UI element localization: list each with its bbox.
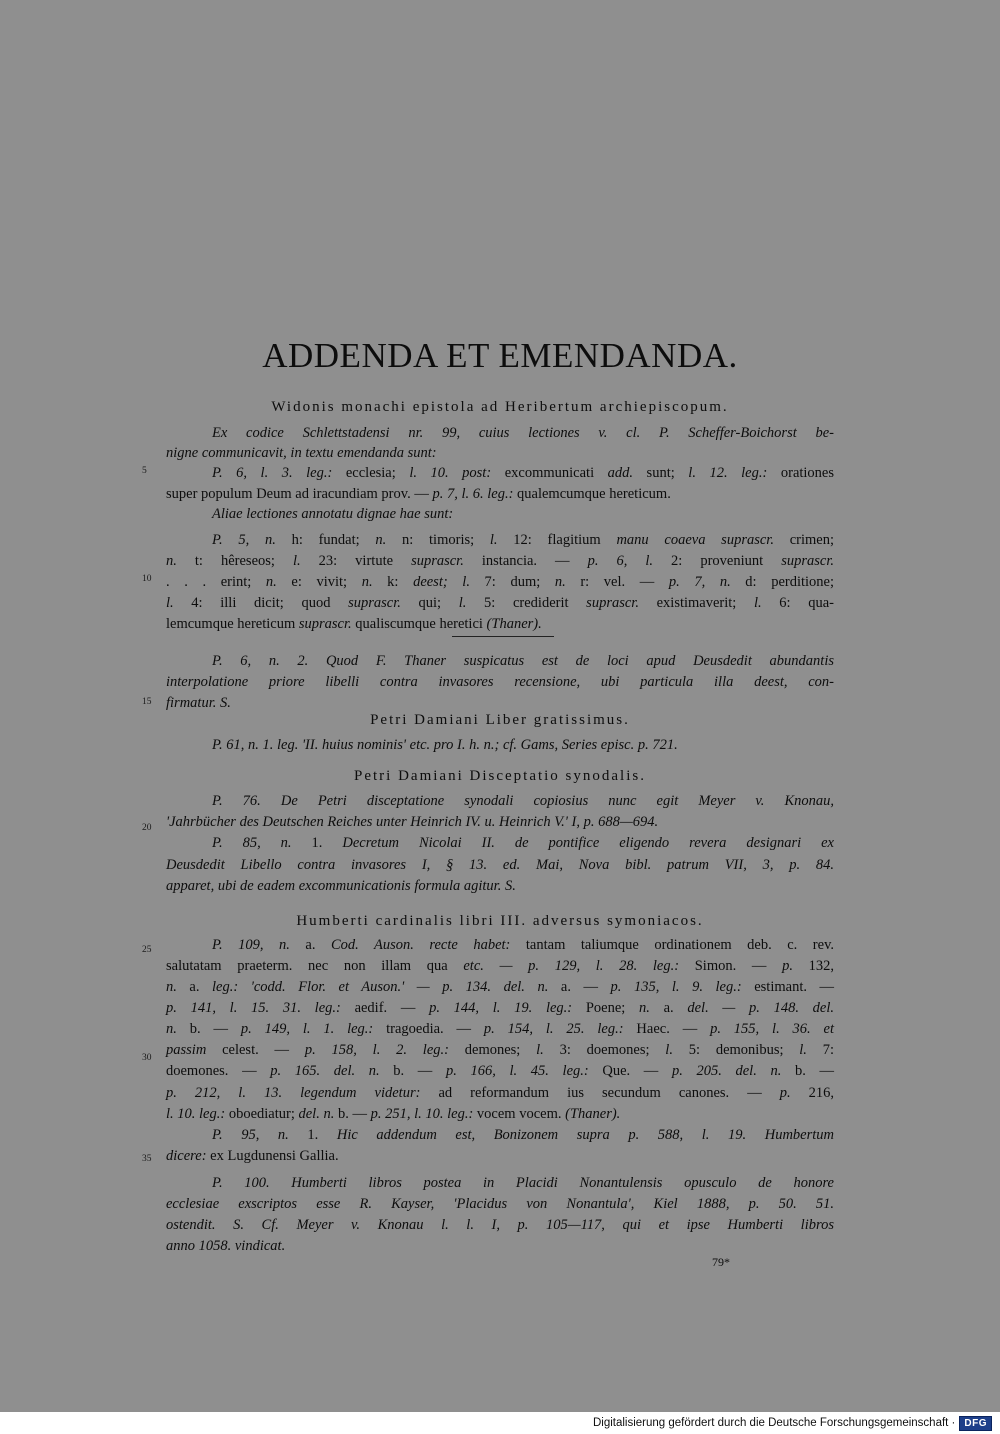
roman-text: Simon. —: [679, 958, 783, 974]
roman-text: k:: [372, 574, 414, 590]
italic-text: n.: [361, 574, 373, 590]
italic-text: Deusdedit Libello contra invasores I, § 13. ed. Mai, Nova bibl. patrum VII, 3, p. 84.: [166, 857, 834, 873]
text-line: [166, 1040, 834, 1060]
italic-text: etc. — p. 129, l. 28. leg.:: [463, 958, 680, 974]
roman-text: d: perditione;: [730, 574, 835, 590]
roman-text: salutatam praeterm. nec non illam qua: [166, 958, 464, 974]
text-line: [166, 572, 834, 592]
roman-text: qualemcumque hereticum.: [513, 486, 671, 502]
italic-text: add.: [607, 465, 634, 481]
roman-text: 12: flagitium: [497, 532, 617, 548]
italic-text: suprascr.: [411, 553, 464, 569]
italic-text: l.: [489, 532, 498, 548]
roman-text: orationes: [767, 465, 835, 481]
roman-text: h: fundat;: [275, 532, 376, 548]
text-line: [166, 530, 834, 550]
italic-text: l.: [166, 595, 174, 611]
text-line: [166, 651, 834, 671]
italic-text: p. 155, l. 36. et: [710, 1021, 835, 1037]
text-line: [166, 855, 834, 875]
italic-text: suprascr.: [298, 616, 352, 632]
italic-text: Ex codice Schlettstadensi nr. 99, cuius lectiones v. cl. P. Scheffer-Boichorst be-: [212, 425, 834, 441]
text-line: [166, 876, 834, 896]
italic-text: n.: [554, 574, 566, 590]
roman-text: 7:: [806, 1042, 835, 1058]
text-line: [166, 956, 834, 976]
roman-text: b. —: [379, 1063, 446, 1079]
roman-text: 7: dum;: [469, 574, 555, 590]
text-line: [166, 551, 834, 571]
roman-text: estimant. —: [741, 979, 835, 995]
italic-text: P. 95, n.: [212, 1127, 289, 1143]
italic-text: p. 6, l.: [587, 553, 654, 569]
italic-text: anno 1058. vindicat.: [166, 1238, 286, 1254]
text-line: [166, 1019, 834, 1039]
roman-text: b. —: [176, 1021, 241, 1037]
roman-text: crimen;: [773, 532, 834, 548]
text-line: [166, 504, 834, 524]
roman-text: super populum Deum ad iracundiam prov. —: [166, 486, 433, 502]
italic-text: p. 154, l. 25. leg.:: [483, 1021, 624, 1037]
italic-text: p. 165. del. n.: [270, 1063, 380, 1079]
italic-text: p. 166, l. 45. leg.:: [445, 1063, 589, 1079]
roman-text: ad reformandum ius secundum canones. —: [420, 1085, 780, 1101]
text-line: [166, 1215, 834, 1235]
digitization-footer: [0, 1412, 1000, 1434]
footer-text: Digitalisierung gefördert durch die Deutsche Forschungsgemeinschaft ·: [592, 1417, 956, 1429]
italic-text: (Thaner).: [565, 1106, 621, 1122]
italic-text: l.: [799, 1042, 807, 1058]
text-line: [166, 484, 834, 504]
text-line: [166, 443, 834, 463]
section-divider: [452, 636, 554, 637]
margin-line-number: 30: [142, 1053, 152, 1063]
text-line: [166, 833, 834, 853]
italic-text: p. 141, l. 15. 31. leg.:: [166, 1000, 341, 1016]
roman-text: a.: [289, 937, 331, 953]
italic-text: p. 149, l. 1. leg.:: [240, 1021, 374, 1037]
roman-text: sunt;: [633, 465, 689, 481]
italic-text: l.: [753, 595, 762, 611]
italic-text: Aliae lectiones annotatu dignae hae sunt:: [212, 506, 454, 522]
italic-text: deest; l.: [413, 574, 470, 590]
roman-text: Que. —: [588, 1063, 672, 1079]
text-line: [166, 998, 834, 1018]
roman-text: aedif. —: [340, 1000, 430, 1016]
italic-text: n.: [375, 532, 387, 548]
roman-text: instancia. —: [463, 553, 588, 569]
italic-text: del. n.: [298, 1106, 335, 1122]
italic-text: l. 10. post:: [409, 465, 492, 481]
text-line: [166, 593, 834, 613]
italic-text: n.: [166, 979, 177, 995]
text-line: [166, 1146, 834, 1166]
page-number: 79*: [712, 1255, 730, 1269]
roman-text: 6: qua-: [761, 595, 834, 611]
roman-text: qualiscumque heretici: [351, 616, 487, 632]
italic-text: p. 205. del. n.: [671, 1063, 782, 1079]
italic-text: suprascr.: [781, 553, 834, 569]
roman-text: qui;: [400, 595, 459, 611]
roman-text: 216,: [790, 1085, 835, 1101]
italic-text: p. 158, l. 2. leg.:: [304, 1042, 449, 1058]
roman-text: 3: doemones;: [543, 1042, 666, 1058]
roman-text: a.: [649, 1000, 688, 1016]
margin-line-number: 10: [142, 574, 152, 584]
roman-text: t: hêreseos;: [176, 553, 293, 569]
italic-text: ecclesiae exscriptos esse R. Kayser, 'Placidus von Nonantula', Kiel 1888, p. 50. 51.: [166, 1196, 834, 1212]
section-heading: Petri Damiani Disceptatio synodalis.: [354, 768, 646, 784]
section-heading: Humberti cardinalis libri III. adversus symoniacos.: [296, 913, 704, 929]
italic-text: p.: [782, 958, 793, 974]
italic-text: P. 6, l. 3. leg.:: [212, 465, 333, 481]
roman-text: tragoedia. —: [373, 1021, 484, 1037]
italic-text: manu coaeva suprascr.: [616, 532, 774, 548]
margin-line-number: 20: [142, 823, 152, 833]
italic-text: Hic addendum est, Bonizonem supra p. 588, l. 19. Humbertum: [336, 1127, 834, 1143]
margin-line-number: 25: [142, 945, 152, 955]
roman-text: . . . erint;: [166, 574, 266, 590]
italic-text: 'Jahrbücher des Deutschen Reiches unter Heinrich IV. u. Heinrich V.' I, p. 688—694.: [166, 814, 659, 830]
italic-text: n.: [265, 574, 277, 590]
italic-text: P. 6, n. 2. Quod F. Thaner suspicatus est de loci apud Deusdedit abundantis: [212, 653, 834, 669]
text-line: [166, 1236, 834, 1256]
page-title: ADDENDA ET EMENDANDA.: [262, 336, 738, 375]
text-line: [166, 1125, 834, 1145]
roman-text: Haec. —: [623, 1021, 711, 1037]
roman-text: 1.: [291, 835, 343, 851]
text-line: [166, 1173, 834, 1193]
text-line: [166, 935, 834, 955]
roman-text: n: timoris;: [386, 532, 490, 548]
italic-text: p. 251, l. 10. leg.:: [370, 1106, 474, 1122]
text-line: [166, 1104, 834, 1124]
italic-text: l. 12. leg.:: [688, 465, 768, 481]
italic-text: leg.: 'codd. Flor. et Auson.' — p. 134. del. n.: [212, 979, 549, 995]
roman-text: 2: proveniunt: [653, 553, 782, 569]
italic-text: p. 7, n.: [668, 574, 731, 590]
italic-text: suprascr.: [586, 595, 639, 611]
roman-text: oboediatur;: [225, 1106, 299, 1122]
italic-text: dicere:: [166, 1148, 207, 1164]
margin-line-number: 35: [142, 1154, 152, 1164]
roman-text: ecclesia;: [332, 465, 410, 481]
italic-text: p. 7, l. 6. leg.:: [432, 486, 514, 502]
italic-text: P. 5, n.: [212, 532, 276, 548]
roman-text: vocem vocem.: [473, 1106, 566, 1122]
italic-text: p. 135, l. 9. leg.:: [610, 979, 742, 995]
italic-text: firmatur. S.: [166, 695, 231, 711]
text-line: [166, 693, 834, 713]
italic-text: l.: [292, 553, 301, 569]
italic-text: passim: [166, 1042, 207, 1058]
roman-text: 5: crediderit: [466, 595, 587, 611]
roman-text: existimaverit;: [638, 595, 754, 611]
italic-text: p. 144, l. 19. leg.:: [429, 1000, 573, 1016]
text-line: [166, 977, 834, 997]
italic-text: n.: [166, 1021, 177, 1037]
roman-text: 5: demonibus;: [672, 1042, 800, 1058]
section-heading: Widonis monachi epistola ad Heribertum archiepiscopum.: [271, 399, 729, 415]
text-line: [166, 614, 834, 634]
italic-text: l.: [536, 1042, 544, 1058]
italic-text: l.: [458, 595, 467, 611]
roman-text: celest. —: [206, 1042, 305, 1058]
italic-text: (Thaner).: [486, 616, 542, 632]
roman-text: b. —: [334, 1106, 371, 1122]
text-line: [166, 791, 834, 811]
italic-text: nigne communicavit, in textu emendanda sunt:: [166, 445, 437, 461]
text-line: [166, 423, 834, 443]
italic-text: p.: [779, 1085, 791, 1101]
text-line: [166, 1083, 834, 1103]
italic-text: P. 100. Humberti libros postea in Placidi Nonantulensis opusculo de honore: [212, 1175, 834, 1191]
italic-text: l.: [665, 1042, 673, 1058]
text-line: [166, 672, 834, 692]
italic-text: n.: [166, 553, 177, 569]
text-line: [166, 812, 834, 832]
text-line: [166, 1194, 834, 1214]
roman-text: e: vivit;: [276, 574, 362, 590]
text-line: [166, 463, 834, 483]
roman-text: Poene;: [572, 1000, 640, 1016]
section-heading: Petri Damiani Liber gratissimus.: [370, 712, 630, 728]
italic-text: ostendit. S. Cf. Meyer v. Knonau l. l. I, p. 105—117, qui et ipse Humberti libros: [166, 1217, 834, 1233]
italic-text: Cod. Auson. recte habet:: [330, 937, 511, 953]
roman-text: demones;: [448, 1042, 537, 1058]
italic-text: interpolatione priore libelli contra invasores recensione, ubi particula illa deest, con-: [166, 674, 834, 690]
roman-text: 132,: [792, 958, 835, 974]
text-line: [166, 735, 834, 755]
roman-text: 4: illi dicit; quod: [173, 595, 349, 611]
italic-text: apparet, ubi de eadem excommunicationis formula agitur. S.: [166, 878, 516, 894]
italic-text: p. 212, l. 13. legendum videtur:: [166, 1085, 421, 1101]
roman-text: excommunicati: [491, 465, 608, 481]
roman-text: 1.: [288, 1127, 337, 1143]
italic-text: P. 61, n. 1. leg. 'II. huius nominis' etc. pro I. h. n.; cf. Gams, Series episc. p. 721.: [212, 737, 678, 753]
italic-text: l. 10. leg.:: [166, 1106, 226, 1122]
roman-text: lemcumque hereticum: [166, 616, 299, 632]
italic-text: P. 109, n.: [212, 937, 290, 953]
italic-text: P. 85, n.: [212, 835, 292, 851]
margin-line-number: 15: [142, 697, 152, 707]
italic-text: del. — p. 148. del.: [687, 1000, 835, 1016]
roman-text: ex Lugdunensi Gallia.: [206, 1148, 339, 1164]
italic-text: suprascr.: [348, 595, 401, 611]
italic-text: P. 76. De Petri disceptatione synodali copiosius nunc egit Meyer v. Knonau,: [212, 793, 834, 809]
roman-text: a. —: [548, 979, 611, 995]
roman-text: b. —: [781, 1063, 835, 1079]
roman-text: a.: [176, 979, 213, 995]
roman-text: doemones. —: [166, 1063, 271, 1079]
roman-text: r: vel. —: [565, 574, 669, 590]
roman-text: 23: virtute: [300, 553, 412, 569]
italic-text: n.: [639, 1000, 650, 1016]
margin-line-number: 5: [142, 466, 147, 476]
text-line: [166, 1061, 834, 1081]
italic-text: Decretum Nicolai II. de pontifice eligendo revera designari ex: [342, 835, 834, 851]
dfg-logo: DFG: [959, 1416, 992, 1431]
roman-text: tantam taliumque ordinationem deb. c. rev.: [510, 937, 835, 953]
